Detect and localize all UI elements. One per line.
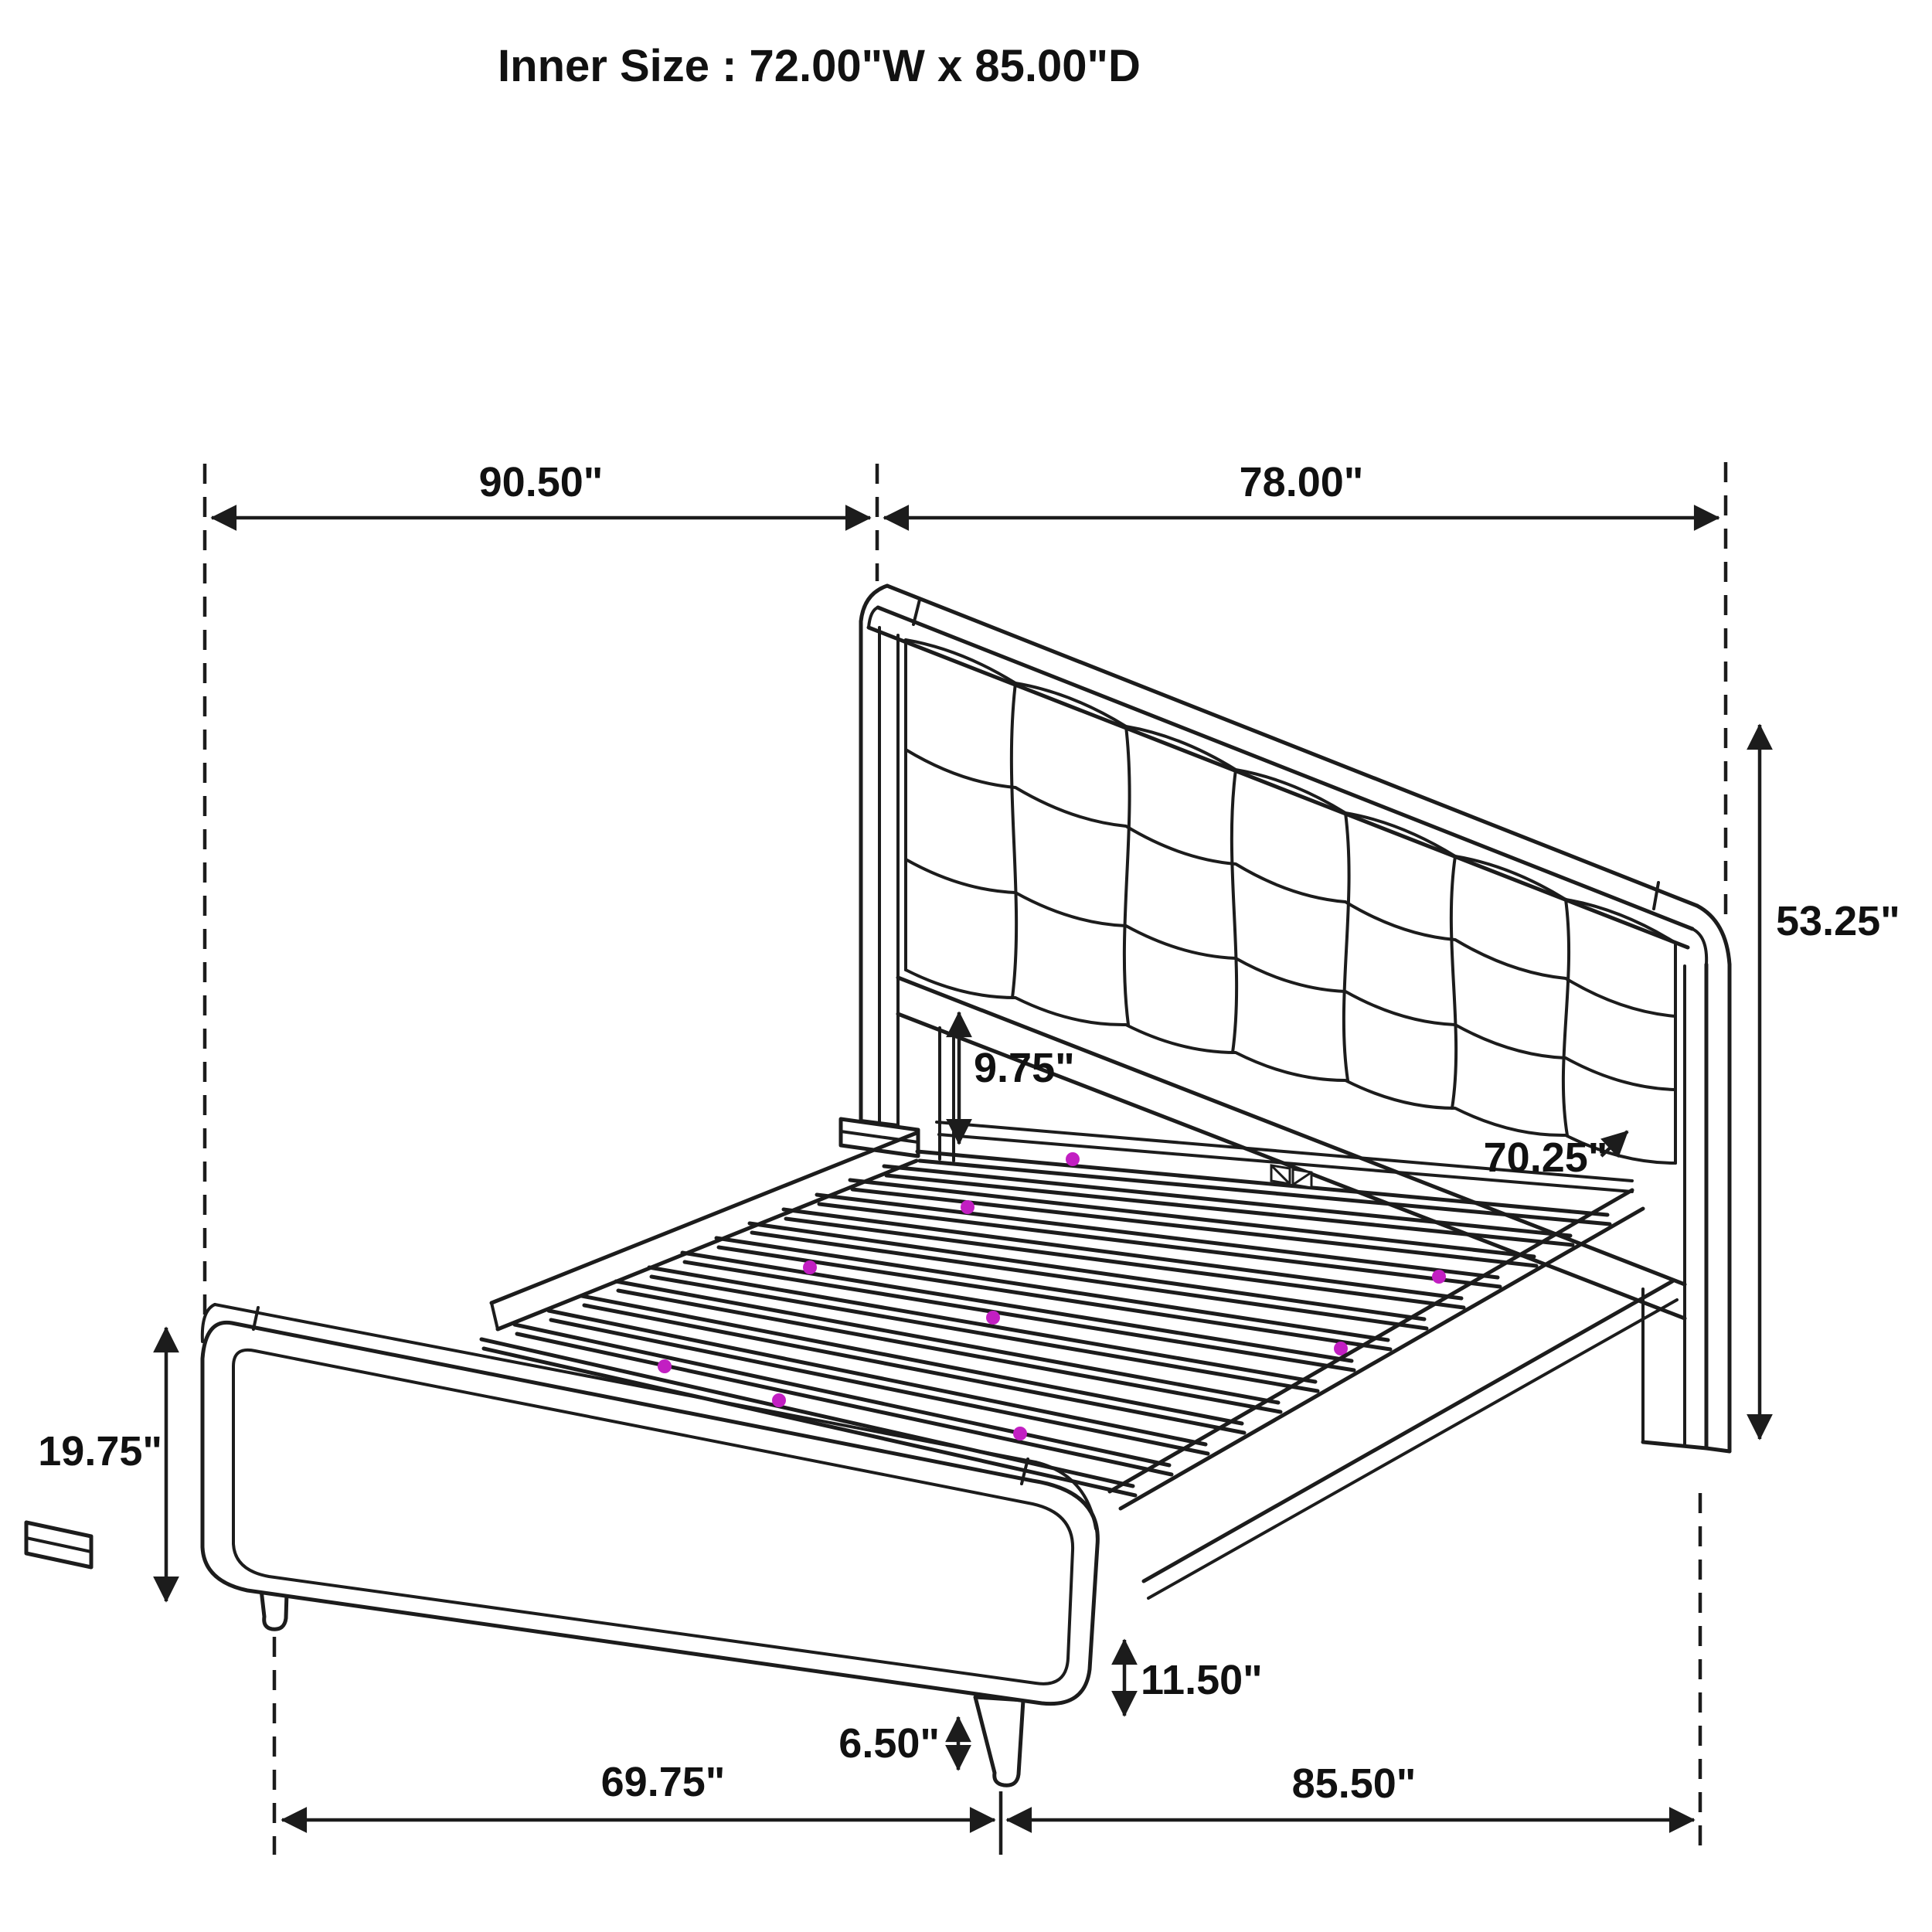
- tuft-vertical-6: [1563, 900, 1569, 1135]
- slat-dot: [658, 1359, 672, 1373]
- headboard-corner-inner-arc: [1692, 929, 1706, 964]
- dim-label-slat-width: 70.25": [1483, 1134, 1608, 1181]
- dim-label-rail-floor-height: 11.50": [1141, 1657, 1263, 1703]
- headboard-cap-left-inner-arc: [869, 607, 878, 628]
- dim-side-depth: [1007, 1760, 1694, 1820]
- slat-dot: [1066, 1152, 1080, 1166]
- dim-slat-width: [1484, 1131, 1628, 1181]
- slat-dot: [803, 1260, 817, 1274]
- headboard-cap-right-notch: [1654, 883, 1658, 909]
- slat-dot: [961, 1200, 975, 1214]
- diagram-title: Inner Size : 72.00"W x 85.00"D: [498, 41, 1141, 91]
- dim-headboard-width: [884, 459, 1719, 518]
- tuft-vertical-1: [1012, 683, 1016, 998]
- dim-label-footboard-height: 19.75": [38, 1428, 162, 1475]
- headboard-cap-mid-edge: [878, 607, 1692, 929]
- bed-drawing: [26, 586, 1730, 1785]
- dim-footboard-width: [282, 1759, 995, 1820]
- tuft-vertical-5: [1451, 856, 1456, 1108]
- dim-label-footboard-width: 69.75": [600, 1759, 726, 1805]
- right-rail-top-front: [1121, 1209, 1643, 1509]
- slat-dot: [772, 1393, 786, 1407]
- dim-headboard-height: [1760, 725, 1900, 1439]
- left-rail-far-end: [492, 1303, 498, 1329]
- dim-label-headboard-width: 78.00": [1239, 459, 1364, 505]
- dim-label-leg-height: 6.50": [838, 1720, 940, 1767]
- dim-left-depth: [212, 459, 870, 518]
- dim-leg-height: [838, 1717, 958, 1770]
- slat-dot: [986, 1311, 1000, 1325]
- tuft-row-1: [906, 750, 1675, 1016]
- dim-label-left-depth: 90.50": [478, 459, 604, 505]
- foot-rail-end-cap: [26, 1522, 91, 1567]
- headboard-cap-left-arc: [861, 586, 887, 621]
- right-rail-top-back: [1110, 1190, 1632, 1492]
- footboard-right-leg: [975, 1697, 1023, 1785]
- headboard-cap-top-edge: [887, 586, 1697, 906]
- dim-rail-floor-height: [1124, 1640, 1263, 1716]
- headboard-corner-outer-arc: [1697, 906, 1730, 964]
- dim-label-headboard-clearance: 9.75": [974, 1045, 1075, 1091]
- tuft-vertical-3: [1232, 770, 1236, 1053]
- slat-dot: [1013, 1427, 1027, 1440]
- dim-label-headboard-height: 53.25": [1776, 898, 1900, 944]
- dim-label-side-depth: 85.50": [1291, 1760, 1417, 1807]
- tuft-vertical-4: [1344, 813, 1349, 1080]
- slat-dot: [1432, 1270, 1446, 1284]
- tuft-vertical-2: [1124, 726, 1130, 1025]
